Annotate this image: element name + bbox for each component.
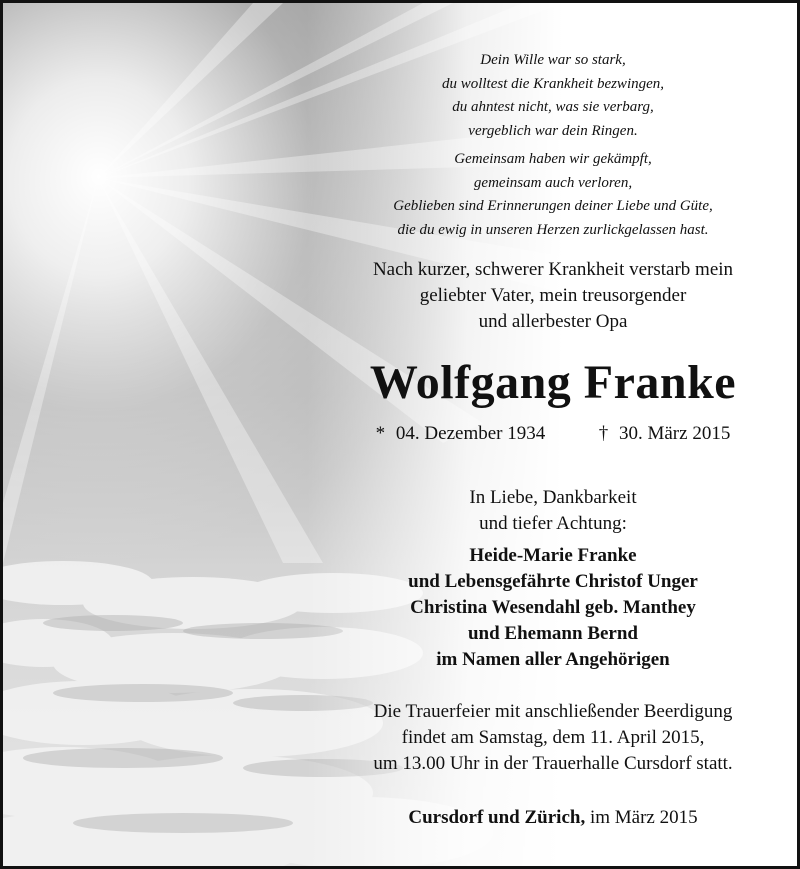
poem-line: Geblieben sind Erinnerungen deiner Liebe und Güte,	[393, 198, 713, 214]
mourner-line: und Lebensgefährte Christof Unger	[408, 571, 698, 592]
deceased-name: Wolfgang Franke	[369, 356, 737, 409]
funeral-info	[303, 699, 800, 777]
poem-line: du ahntest nicht, was sie verbarg,	[452, 99, 654, 115]
birth-date: 04. Dezember 1934	[395, 423, 546, 444]
funeral-line: findet am Samstag, dem 11. April 2015,	[401, 727, 705, 748]
mourner-line: und Ehemann Bernd	[467, 623, 638, 644]
poem-line: vergeblich war dein Ringen.	[468, 122, 638, 139]
mourners-list	[303, 543, 800, 673]
thanks-text	[303, 485, 800, 537]
death-symbol: †	[598, 423, 609, 444]
mourner-line: Heide-Marie Franke	[469, 545, 637, 566]
place-date: im März 2015	[589, 807, 698, 828]
place-location: Cursdorf und Zürich,	[408, 807, 586, 828]
announcement-line: und allerbester Opa	[478, 311, 628, 332]
death-announcement	[303, 257, 800, 335]
birth-symbol: *	[375, 423, 386, 444]
thanks-line: In Liebe, Dankbarkeit	[469, 487, 637, 508]
poem-stanza-1	[303, 49, 800, 143]
poem-line: Dein Wille war so stark,	[480, 52, 626, 68]
thanks-line: und tiefer Achtung:	[479, 513, 627, 534]
poem-stanza-2	[303, 148, 800, 242]
poem-line: gemeinsam auch verloren,	[473, 174, 633, 191]
funeral-line: um 13.00 Uhr in der Trauerhalle Cursdorf statt.	[373, 753, 733, 774]
mourner-line: im Namen aller Angehörigen	[436, 649, 670, 670]
funeral-line: Die Trauerfeier mit anschließender Beerdigung	[373, 701, 733, 722]
place-and-date	[303, 805, 800, 831]
life-dates	[303, 421, 800, 447]
poem-line: du wolltest die Krankheit bezwingen,	[441, 75, 665, 92]
announcement-line: geliebter Vater, mein treusorgender	[419, 285, 687, 306]
death-date: 30. März 2015	[618, 423, 731, 444]
memorial-poem	[303, 49, 800, 242]
announcement-line: Nach kurzer, schwerer Krankheit verstarb mein	[372, 259, 734, 280]
mourner-line: Christina Wesendahl geb. Manthey	[410, 597, 696, 618]
poem-line: Gemeinsam haben wir gekämpft,	[454, 151, 652, 167]
poem-line: die du ewig in unseren Herzen zurlickgelassen hast.	[397, 221, 709, 238]
